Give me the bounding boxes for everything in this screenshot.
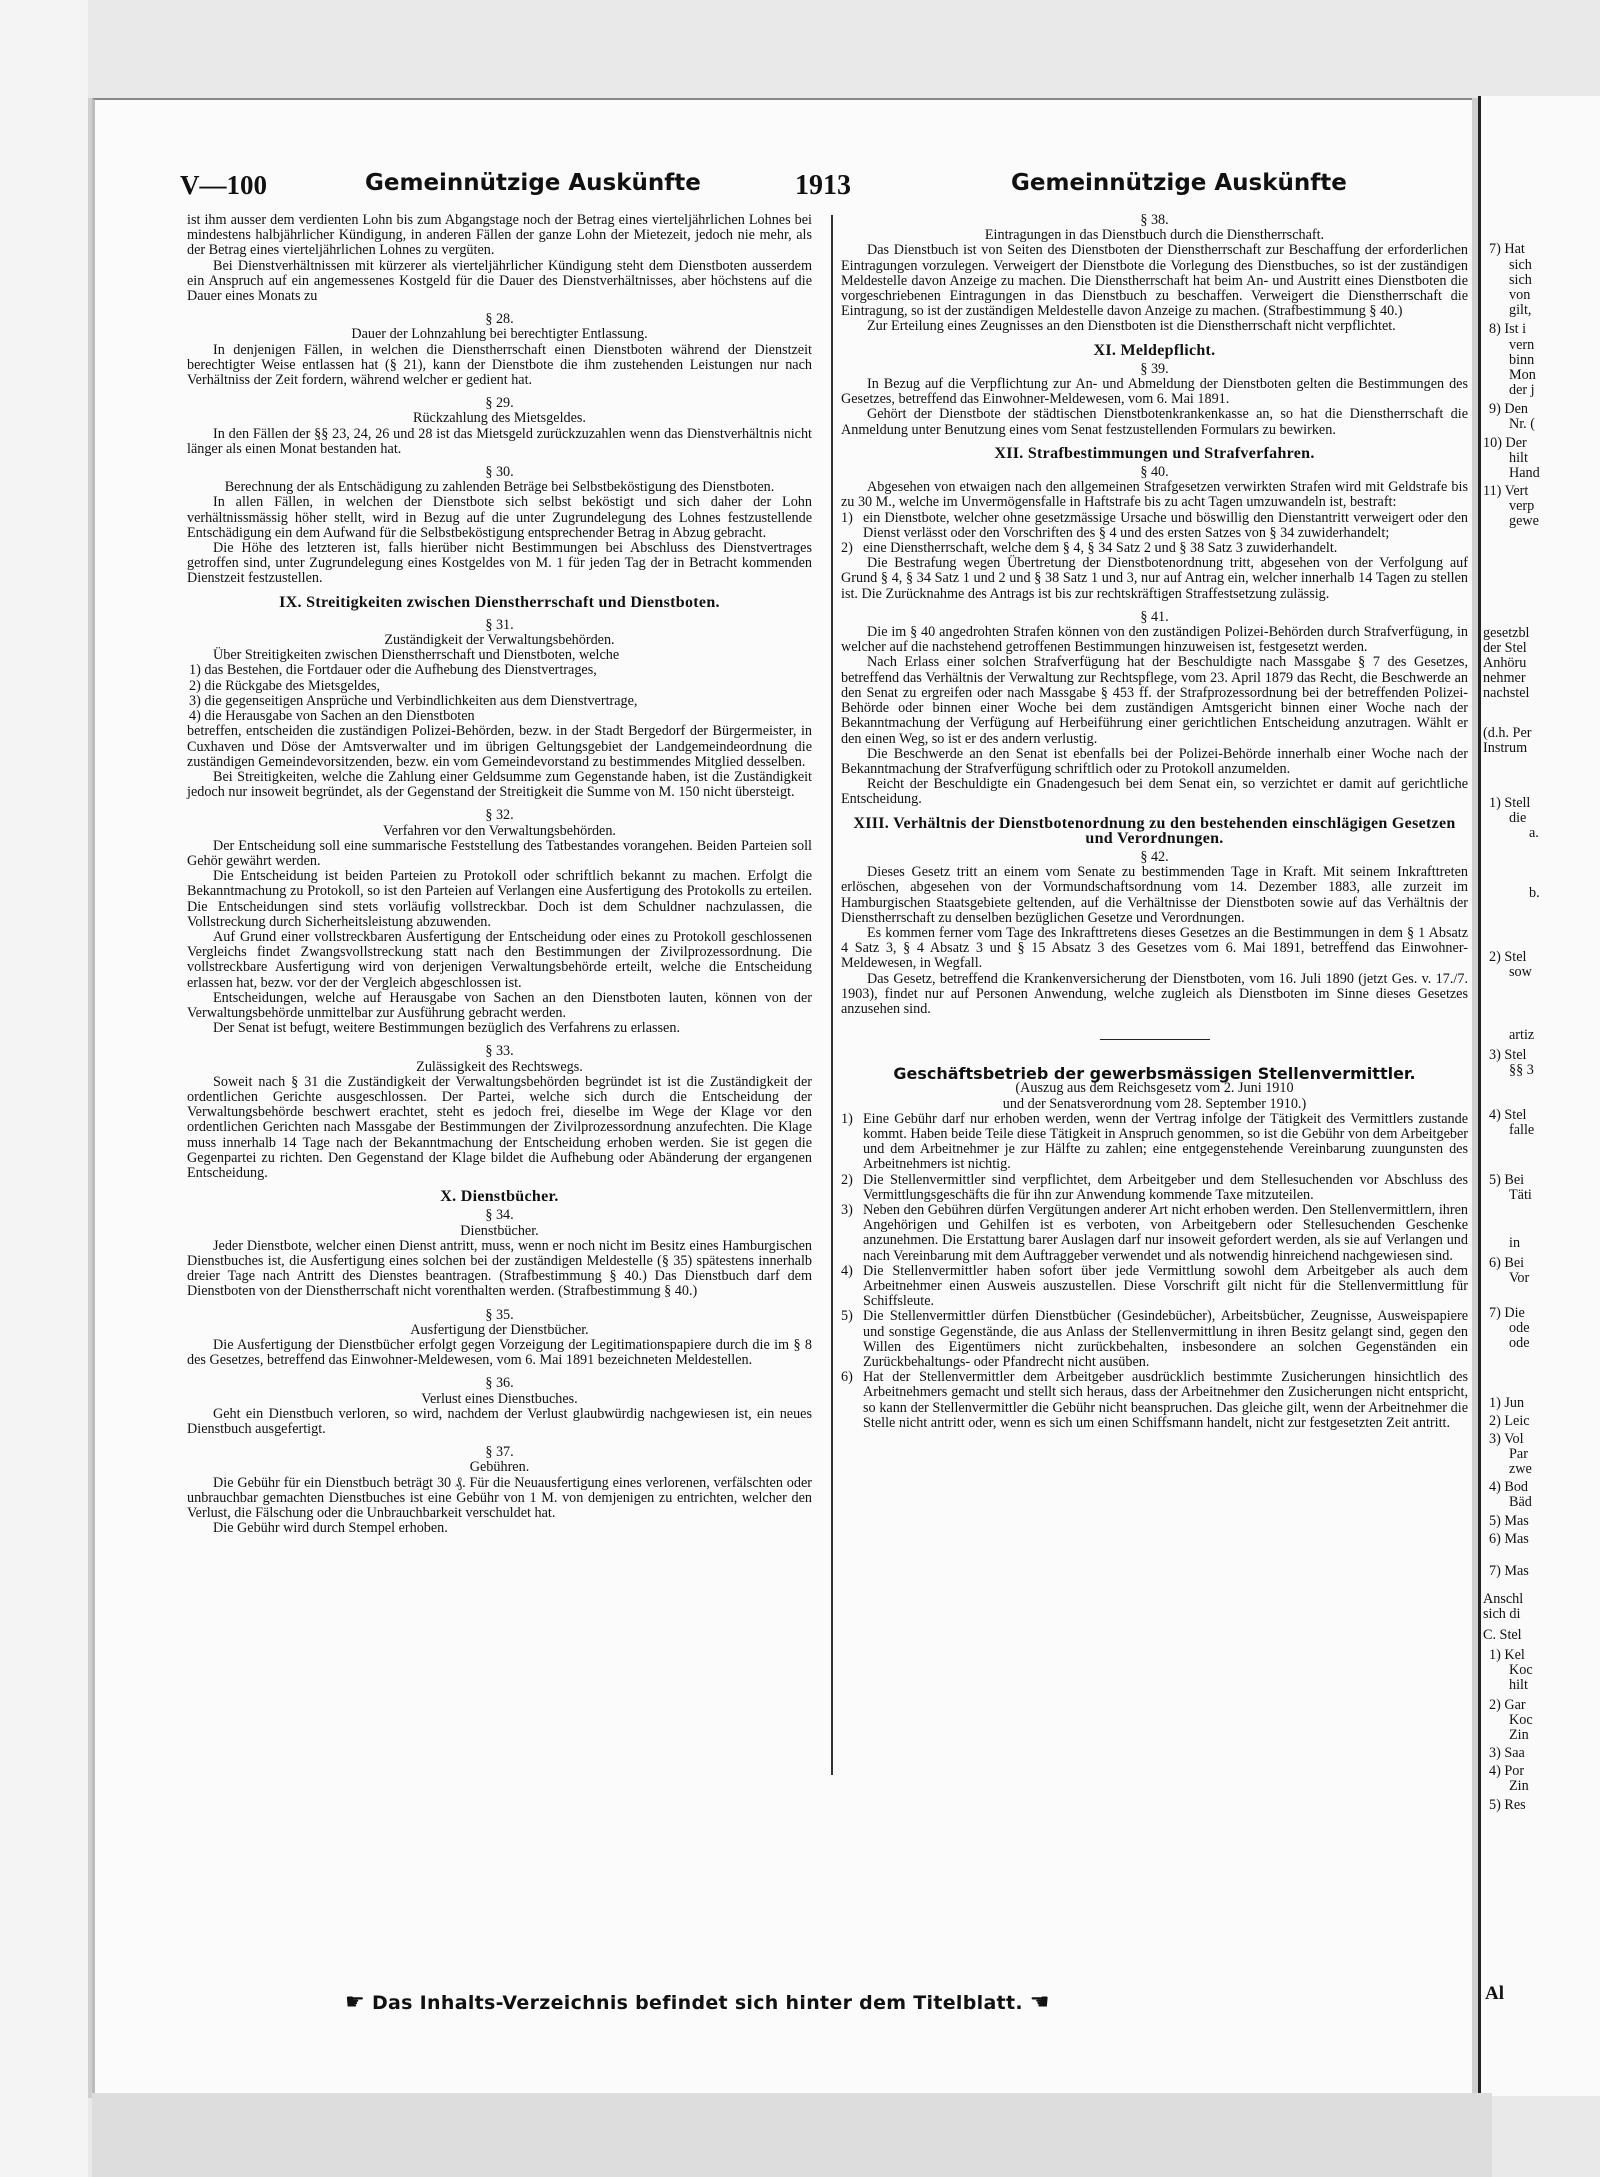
list-item [841,1309,1468,1370]
fragment-line: 10) Der [1483,435,1527,451]
running-title-right: Gemeinnützige Auskünfte [1011,170,1347,196]
section-title: Zulässigkeit des Rechtswegs. [416,1058,583,1075]
pointing-hand-icon: ☚ [1029,1990,1050,2015]
item-number: 3) [841,1201,853,1218]
paragraph: In Bezug auf die Verpflichtung zur An- und Abmeldung der Dienstboten gelten die Bestimmungen des Gesetzes, betreffend das Einwohner-Meldewesen, vom 6. Mai 1891. [841,376,1468,408]
fragment-line: Koc [1509,1712,1533,1728]
fragment-line: Instrum [1483,740,1528,756]
item-number: 6) [841,1369,853,1386]
section-number: § 35. [485,1306,514,1323]
fragment-line: (d.h. Per [1483,725,1532,741]
paragraph: Über Streitigkeiten zwischen Dienstherrschaft und Dienstboten, welche [213,647,620,664]
section-title: Dienstbücher. [460,1222,539,1239]
item-text: Hat der Stellenvermittler dem Arbeitgeber ausdrücklich bestimmte Zusicherungen hinsichtlich des Arbeitnehmers gemacht und stellt sich heraus, dass der Arbeitnehmer den Zusicherungen nicht entspricht, so kann der Stellenvermittler die Gebühr nicht beanspruchen. Das gleiche gilt, wenn der Arbeitnehmer die Stelle nicht antritt oder, wenn es sich um einen Schiffsmann handelt, nicht zur festgesetzten Zeit antritt. [863,1369,1468,1431]
footer-text: Das Inhalts-Verzeichnis befindet sich hinter dem Titelblatt. [371,1992,1023,2014]
item-text: ein Dienstbote, welcher ohne gesetzmässige Ursache und böswillig den Dienstantritt verweigert oder den Dienst verlässt oder den Vorschriften des § 4 und des ersten Satzes von § 34 zuwiderhandelt; [863,509,1468,541]
adjacent-page-fragment [1478,96,1600,2096]
fragment-line: Zin [1509,1778,1529,1794]
paragraph: Die Beschwerde an den Senat ist ebenfalls bei der Polizei-Behörde innerhalb einer Woche nach der Bekanntmachung der Strafverfügung schriftlich oder zu Protokoll anzumelden. [841,745,1468,777]
fragment-line: sich [1509,257,1532,273]
fragment-line: ode [1509,1320,1530,1336]
paragraph: Jeder Dienstbote, welcher einen Dienst antritt, muss, wenn er noch nicht im Besitz eines Hamburgischen Dienstbuches ist, die Ausfertigung eines solchen bei der zuständigen Meldestelle (§ 35) spätestens innerhalb dreier Tage nach Antritt des Dienstes beantragen. (Strafbestimmung § 40.) Das Dienstbuch darf dem Dienstboten von der Dienstherrschaft nicht vorenthalten werden. (Strafbestimmung § 40.) [187,1237,812,1300]
paragraph: In allen Fällen, in welchen der Dienstbote sich selbst beköstigt und sich daher der Lohn verhältnissmässig höher stellt, wird in Bezug auf die unter Zugrundelegung des Lohnes festzustellende Entschädigung ein dem Aufwand für die Selbstbeköstigung entsprechender Betrag in Abzug gebracht. [187,494,812,541]
scan-margin [0,0,88,2177]
fragment-line: Vor [1509,1270,1530,1286]
fragment-line: 1) Stell [1489,795,1531,811]
fragment-line: Anhöru [1483,655,1527,671]
fragment-line: artiz [1509,1027,1535,1043]
fragment-line: falle [1509,1122,1535,1138]
fragment-line: 2) Stel [1489,949,1527,965]
fragment-line: Zin [1509,1727,1529,1743]
fragment-line: ode [1509,1335,1530,1351]
fragment-line: 4) Por [1489,1763,1525,1779]
item-text: Die Stellenvermittler dürfen Dienstbücher (Gesindebücher), Arbeitsbücher, Zeugnisse, Ausweispapiere und sonstige Gegenstände, die aus Anlass der Stellenvermittlung in ihren Besitz gelangt sind, gegen den Willen des Eigentümers nicht zurückbehalten, insbesondere an solchen Gegenständen ein Zurückbehaltungs- oder Pfandrecht nicht ausüben. [863,1308,1468,1371]
section-number: § 28. [485,311,514,328]
paragraph: Soweit nach § 31 die Zuständigkeit der Verwaltungsbehörden begründet ist ist die Zuständigkeit der ordentlichen Gerichte ausgeschlossen. Der Partei, welche sich durch die Entscheidung der Verwaltungsbehörde beschwert erachtet, steht es jedoch frei, dieselbe im Wege der Klage vor den ordentlichen Gerichten nach Massgabe der Bestimmungen der Zivilprozessordnung anzufechten. Die Klage muss innerhalb 14 Tage nach der Bekanntmachung der Entscheidung erhoben werden. Sie ist gegen die Gegenpartei zu richten. Den Gegenstand der Klage bildet die Aufhebung oder Abänderung der ergangenen Entscheidung. [187,1073,812,1181]
paragraph: Abgesehen von etwaigen nach den allgemeinen Strafgesetzen verwirkten Strafen wird mit Geldstrafe bis zu 30 M., welche im Unvermögensfalle in Haftstrafe bis zu acht Tagen umzuwandeln ist, bestraft: [841,479,1468,511]
paragraph: Der Senat ist befugt, weitere Bestimmungen bezüglich des Verfahrens zu erlassen. [213,1020,680,1037]
right-column [841,213,1468,1431]
paragraph: Die Ausfertigung der Dienstbücher erfolgt gegen Vorzeigung der Legitimationspapiere durch die im § 8 des Gesetzes, betreffend das Einwohner-Meldewesen, vom 6. Mai 1891 bezeichneten Meldestellen. [187,1337,812,1369]
fragment-line: 6) Mas [1489,1531,1529,1547]
paragraph: Geht ein Dienstbuch verloren, so wird, nachdem der Verlust glaubwürdig nachgewiesen ist, ein neues Dienstbuch ausgefertigt. [187,1405,812,1438]
fragment-line: 3) Stel [1489,1047,1527,1063]
paragraph: Die Bestrafung wegen Übertretung der Dienstbotenordnung tritt, abgesehen von der Verfolgung auf Grund § 4, § 34 Satz 1 und 2 und § 38 Satz 1 und 3, nur auf Antrag ein, welcher innerhalb 14 Tagen zu stellen ist. Die Zurücknahme des Antrags ist bis zur rechtskräftigen Straffestsetzung zulässig. [841,555,1468,602]
item-number: 4) [841,1262,853,1279]
column-divider [831,215,833,1775]
list-item: 2) die Rückgabe des Mietsgeldes, [189,677,381,694]
section-number: § 36. [485,1375,514,1392]
article-title: Geschäftsbetrieb der gewerbsmässigen Stellenvermittler. [893,1064,1416,1084]
chapter-heading: XIII. Verhältnis der Dienstbotenordnung zu den bestehenden einschlägigen Gesetzen und Verordnungen. [853,814,1456,847]
fragment-line: sich di [1483,1606,1521,1622]
paragraph: Gehört der Dienstbote der städtischen Dienstbotenkrankenkasse an, so hat die Dienstherrschaft die Anmeldung unter Benutzung eines vom Senat festzustellenden Formulars zu bewirken. [841,406,1468,438]
item-text: Neben den Gebühren dürfen Vergütungen anderer Art nicht erhoben werden. Den Stellenvermittlern, ihren Angehörigen und Gehilfen ist es verboten, von Arbeitgebern oder Stellesuchenden Geschenke anzunehmen. Die Erstattung barer Auslagen darf nur insoweit gefordert werden, als sie auf Verlangen und nach Vereinbarung mit dem Auftraggeber verwendet und als notwendig hinreichend nachgewiesen sind. [863,1201,1468,1264]
fragment-line: 9) Den [1489,401,1529,417]
fragment-line: hilt [1509,450,1528,466]
fragment-line: Hand [1509,465,1540,481]
list-item: 1) das Bestehen, die Fortdauer oder die Aufhebung des Dienstvertrages, [189,662,597,679]
fragment-line: C. Stel [1483,1627,1522,1643]
chapter-heading: XI. Meldepflicht. [1093,341,1216,359]
fragment-line: Täti [1509,1187,1532,1203]
list-item [841,1264,1468,1310]
section-number: § 42. [1140,848,1169,865]
fragment-line: 5) Mas [1489,1513,1529,1529]
article-subtitle: und der Senatsverordnung vom 28. September 1910.) [1002,1095,1307,1112]
fragment-line: 7) Die [1489,1305,1525,1321]
item-number: 2) [841,540,853,557]
fragment-line: Koc [1509,1662,1533,1678]
section-title: Ausfertigung der Dienstbücher. [410,1321,589,1338]
paragraph: Die im § 40 angedrohten Strafen können von den zuständigen Polizei-Behörden durch Strafverfügung, in welcher auf die nachstehend getroffenen Bestimmungen hinzuweisen ist, festgesetzt werden. [841,624,1468,656]
list-item [841,511,1468,541]
fragment-line: 2) Leic [1489,1413,1530,1429]
paragraph: betreffen, entscheiden die zuständigen Polizei-Behörden, bezw. in der Stadt Bergedorf der Bürgermeister, in Cuxhaven und Döse der Amtsverwalter und im übrigen Geltungsgebiet der Landgemeindeordnung die zuständigen Gemeindevorsitzenden, bezw. ein vom Gemeindevorstand zu bestimmendes Mitglied desselben. [187,723,812,770]
section-number: § 31. [485,616,514,633]
fragment-line: 2) Gar [1489,1697,1526,1713]
list-item [841,1370,1468,1431]
section-title: Verfahren vor den Verwaltungsbehörden. [383,822,616,839]
fragment-line: 11) Vert [1483,483,1529,499]
item-number: 1) [841,1110,853,1127]
fragment-line: zwe [1509,1461,1532,1477]
page-header [95,170,1472,206]
fragment-line: die [1509,810,1527,826]
section-title: Eintragungen in das Dienstbuch durch die Dienstherrschaft. [984,227,1325,244]
fragment-line: 3) Vol [1489,1431,1524,1447]
fragment-line: nehmer [1483,670,1526,686]
pointing-hand-icon: ☛ [345,1990,366,2015]
section-title: Zuständigkeit der Verwaltungsbehörden. [384,632,615,649]
paragraph: Bei Streitigkeiten, welche die Zahlung einer Geldsumme zum Gegenstande haben, ist die Zuständigkeit jedoch nur insoweit begründet, als der Gegenstand der Streitigkeit die Summe von M. 150 nicht übersteigt. [187,768,812,801]
fragment-line: 5) Res [1489,1797,1526,1813]
section-title: Gebühren. [469,1459,530,1476]
fragment-line: 4) Stel [1489,1107,1527,1123]
fragment-line: verp [1509,498,1535,514]
fragment-line: gilt, [1509,302,1532,318]
paragraph: Nach Erlass einer solchen Strafverfügung hat der Beschuldigte nach Massgabe § 7 des Gesetzes, betreffend das Verhältnis der Verwaltung zur Rechtspflege, vom 23. April 1879 das Recht, die Beschwerde an den Senat zu ergreifen oder nach Massgabe § 453 ff. der Strafprozessordnung bei der betreffenden Polizei-Behörde oder binnen einer Woche bei dem zuständigen Amtsgericht binnen einer Woche nach der Bekanntmachung der Verfügung auf Herbeiführung einer gerichtlichen Entscheidung anzutragen. Wählt er den einen Weg, so ist er des andern verlustig. [841,654,1468,747]
paragraph: ist ihm ausser dem verdienten Lohn bis zum Abgangstage noch der Betrag eines vierteljährlichen Lohnes bei mindestens halbjährlicher Kündigung, in anderen Fällen der ganze Lohn der Mietezeit, jedoch nie mehr, als der Betrag eines vierteljährlichen Lohnes zu vergüten. [187,212,812,259]
section-title: Berechnung der als Entschädigung zu zahlenden Beträge bei Selbstbeköstigung des Dienstboten. [224,479,775,496]
section-title: Rückzahlung des Mietsgeldes. [413,410,586,427]
paragraph: Es kommen ferner vom Tage des Inkrafttretens dieses Gesetzes an die Bestimmungen in dem § 1 Absatz 4 Satz 3, § 4 Absatz 3 und § 15 Absatz 3 des Gesetzes vom 6. Mai 1891, betreffend das Einwohner-Meldewesen, in Wegfall. [841,924,1468,972]
section-number: § 38. [1140,212,1169,228]
fragment-line: gesetzbl [1483,625,1530,641]
document-page [92,98,1472,2095]
running-title-left: Gemeinnützige Auskünfte [365,170,701,196]
section-title: Dauer der Lohnzahlung bei berechtigter Entlassung. [351,326,648,343]
fragment-line: sow [1509,964,1532,980]
item-text: Die Stellenvermittler haben sofort über jede Vermittlung sowohl dem Arbeitgeber als auch dem Arbeitnehmer einen Ausweis auszustellen. Diese Vorschrift gilt nicht für die Stellenvermittlung für Schiffsleute. [863,1262,1468,1310]
paragraph: Die Höhe des letzteren ist, falls hierüber nicht Bestimmungen bei Abschluss des Dienstvertrages getroffen sind, unter Zugrundelegung eines Kostgeldes von M. 1 für jeden Tag der in Betracht kommenden Dienstzeit festzustellen. [187,540,812,587]
paragraph: Die Gebühr für ein Dienstbuch beträgt 30 ₰. Für die Neuausfertigung eines verlorenen, verfälschten oder unbrauchbar gemachten Dienstbuches ist eine Gebühr von 1 M. von demjenigen zu entrichten, welcher den Verlust, die Fälschung oder die Unbrauchbarkeit verschuldet hat. [187,1474,812,1522]
year: 1913 [795,170,851,201]
section-number: § 39. [1140,360,1169,377]
paragraph: Die Entscheidung ist beiden Parteien zu Protokoll oder schriftlich bekannt zu machen. Erfolgt die Bekanntmachung zu Protokoll, so ist den Parteien auf Verlangen eine Ausfertigung des Protokolls zu erteilen. Die Entscheidungen sind stets vorläufig vollstreckbar. Doch ist dem Schuldner nachzulassen, die Vollstreckung durch Sicherheitsleistung abzuwenden. [187,868,812,930]
fragment-line: Al [1485,1983,1504,2004]
fragment-line: 6) Bei [1489,1255,1525,1271]
separator-rule [1100,1039,1210,1040]
fragment-line: binn [1509,352,1535,368]
fragment-line: 7) Mas [1489,1563,1529,1579]
fragment-line: Bäd [1509,1494,1532,1510]
fragment-line: a. [1529,825,1539,841]
fragment-line: b. [1529,885,1540,901]
list-item [841,1203,1468,1264]
section-title: Verlust eines Dienstbuches. [421,1390,578,1407]
fragment-line: 1) Jun [1489,1395,1525,1411]
fragment-line: Mon [1509,367,1536,383]
fragment-line: 4) Bod [1489,1479,1529,1495]
list-item [841,1173,1468,1203]
fragment-line: gewe [1509,513,1539,529]
fragment-line: Nr. ( [1509,416,1536,432]
section-number: § 30. [485,464,514,481]
list-item: 4) die Herausgabe von Sachen an den Dienstboten [189,708,475,725]
article-subtitle: (Auszug aus dem Reichsgesetz vom 2. Juni 1910 [1015,1080,1294,1097]
fragment-line: der Stel [1483,640,1527,656]
paragraph: In denjenigen Fällen, in welchen die Dienstherrschaft einen Dienstboten während der Dienstzeit berechtigter Weise entlassen hat (§ 21), kann der Dienstbote die ihm zustehenden Leistungen nur nach Verhältniss der Zeit fordern, während welcher er gedient hat. [187,341,812,389]
paragraph: Die Gebühr wird durch Stempel erhoben. [213,1520,448,1537]
section-number: § 40. [1140,464,1169,481]
section-number: § 29. [485,395,514,412]
fragment-line: von [1509,287,1531,303]
item-text: eine Dienstherrschaft, welche dem § 4, § 34 Satz 2 und § 38 Satz 3 zuwiderhandelt. [863,540,1338,557]
fragment-line: hilt [1509,1677,1528,1693]
item-number: 1) [841,509,853,526]
footer-notice [345,1990,1050,2015]
list-item [841,1112,1468,1173]
list-item: 3) die gegenseitigen Ansprüche und Verbindlichkeiten aus dem Dienstvertrage, [189,692,638,709]
list-item [841,541,1468,556]
fragment-line: in [1509,1235,1521,1251]
chapter-heading: X. Dienstbücher. [440,1188,559,1206]
chapter-heading: IX. Streitigkeiten zwischen Dienstherrschaft und Dienstboten. [279,593,720,611]
section-number: § 41. [1140,608,1169,625]
fragment-line: 3) Saa [1489,1745,1525,1761]
fragment-line: sich [1509,272,1532,288]
paragraph: Bei Dienstverhältnissen mit kürzerer als vierteljährlicher Kündigung steht dem Dienstboten ausserdem ein Anspruch auf ein angemessenes Kostgeld für die Dauer des Dienstverhältnisses, aber höchstens auf die Dauer eines Monats zu [187,257,812,305]
fragment-line: nachstel [1483,685,1530,701]
page-number: V—100 [180,170,267,200]
paragraph: Das Gesetz, betreffend die Krankenversicherung der Dienstboten, vom 16. Juli 1890 (jetzt Ges. v. 17./7. 1903), findet nur auf Personen Anwendung, welche zugleich als Dienstboten im Sinne dieses Gesetzes anzusehen sind. [841,970,1468,1017]
item-number: 2) [841,1171,853,1188]
section-number: § 34. [485,1207,514,1224]
paragraph: Das Dienstbuch ist von Seiten des Dienstboten der Dienstherrschaft zur Beschaffung der erforderlichen Eintragungen vorzulegen. Verweigert der Dienstbote die Vorlegung des Dienstbuches, so ist der zuständigen Meldestelle davon Anzeige zu machen. Die Dienstherrschaft hat beim An- und Austritt eines Dienstboten die vorgeschriebenen Eintragungen in das Dienstbuch zu beschaffen. Verweigert die Dienstherrschaft die Eintragung, so ist der zuständigen Meldestelle davon Anzeige zu machen. (Strafbestimmung § 40.) [841,242,1468,320]
fragment-line: 5) Bei [1489,1172,1525,1188]
fragment-line: 1) Kel [1489,1647,1525,1663]
chapter-heading: XII. Strafbestimmungen und Strafverfahren. [994,444,1315,462]
paragraph: Der Entscheidung soll eine summarische Feststellung des Tatbestandes vorangehen. Beiden Parteien soll Gehör gewährt werden. [187,837,812,869]
section-number: § 37. [485,1444,514,1461]
fragment-line: 8) Ist i [1489,321,1527,337]
left-column [187,213,812,1536]
item-text: Die Stellenvermittler sind verpflichtet, dem Arbeitgeber und dem Stellesuchenden vor Abschluss des Vermittlungsgeschäfts die für ihn zur Anwendung kommende Taxe mitzuteilen. [863,1171,1468,1203]
paragraph: Zur Erteilung eines Zeugnisses an den Dienstboten ist die Dienstherrschaft nicht verpflichtet. [867,318,1396,335]
scan-bottom-edge [92,2093,1492,2177]
item-text: Eine Gebühr darf nur erhoben werden, wenn der Vertrag infolge der Tätigkeit des Vermittlers zustande kommt. Haben beide Teile diese Tätigkeit in Anspruch genommen, so ist die Gebühr von dem Arbeitgeber und dem Arbeitnehmer je zur Hälfte zu zahlen; eine entgegenstehende Vereinbarung zuungunsten des Arbeitnehmers ist nichtig. [863,1110,1468,1173]
paragraph: Reicht der Beschuldigte ein Gnadengesuch bei dem Senat ein, so verzichtet er damit auf gerichtliche Entscheidung. [841,776,1468,808]
paragraph: Auf Grund einer vollstreckbaren Ausfertigung der Entscheidung oder eines zu Protokoll geschlossenen Vergleichs findet Zwangsvollstreckung statt nach den Bestimmungen der Zivilprozessordnung. Die vollstreckbare Ausfertigung wird von derjenigen Verwaltungsbehörde erteilt, welche die Entscheidung erlassen hat, bezw. vor der der Vergleich abgeschlossen ist. [187,928,812,991]
fragment-line: Par [1509,1446,1528,1462]
item-number: 5) [841,1308,853,1325]
fragment-line: §§ 3 [1509,1062,1534,1078]
paragraph: Entscheidungen, welche auf Herausgabe von Sachen an den Dienstboten lauten, können von der Verwaltungsbehörde unmittelbar zur Ausführung gebracht werden. [187,989,812,1021]
fragment-line: 7) Hat [1489,241,1525,257]
fragment-line: der j [1509,382,1535,398]
paragraph: Dieses Gesetz tritt an einem vom Senate zu bestimmenden Tage in Kraft. Mit seinem Inkrafttreten erlöschen, abgesehen von der Vormundschaftsordnung vom 14. Dezember 1883, alle zurzeit im Hamburgischen Staatsgebiete geltenden, auf die Verhältnisse der Dienstboten sowie auf das Verhältnis der Dienstherrschaft zu denselben bezüglichen Gesetze und Verordnungen. [841,864,1468,926]
section-number: § 33. [485,1043,514,1060]
paragraph: In den Fällen der §§ 23, 24, 26 und 28 ist das Mietsgeld zurückzuzahlen wenn das Dienstverhältnis nicht länger als einen Monat bestanden hat. [187,425,812,457]
fragment-line: vern [1509,337,1535,353]
section-number: § 32. [485,807,514,824]
fragment-line: Anschl [1483,1591,1524,1607]
